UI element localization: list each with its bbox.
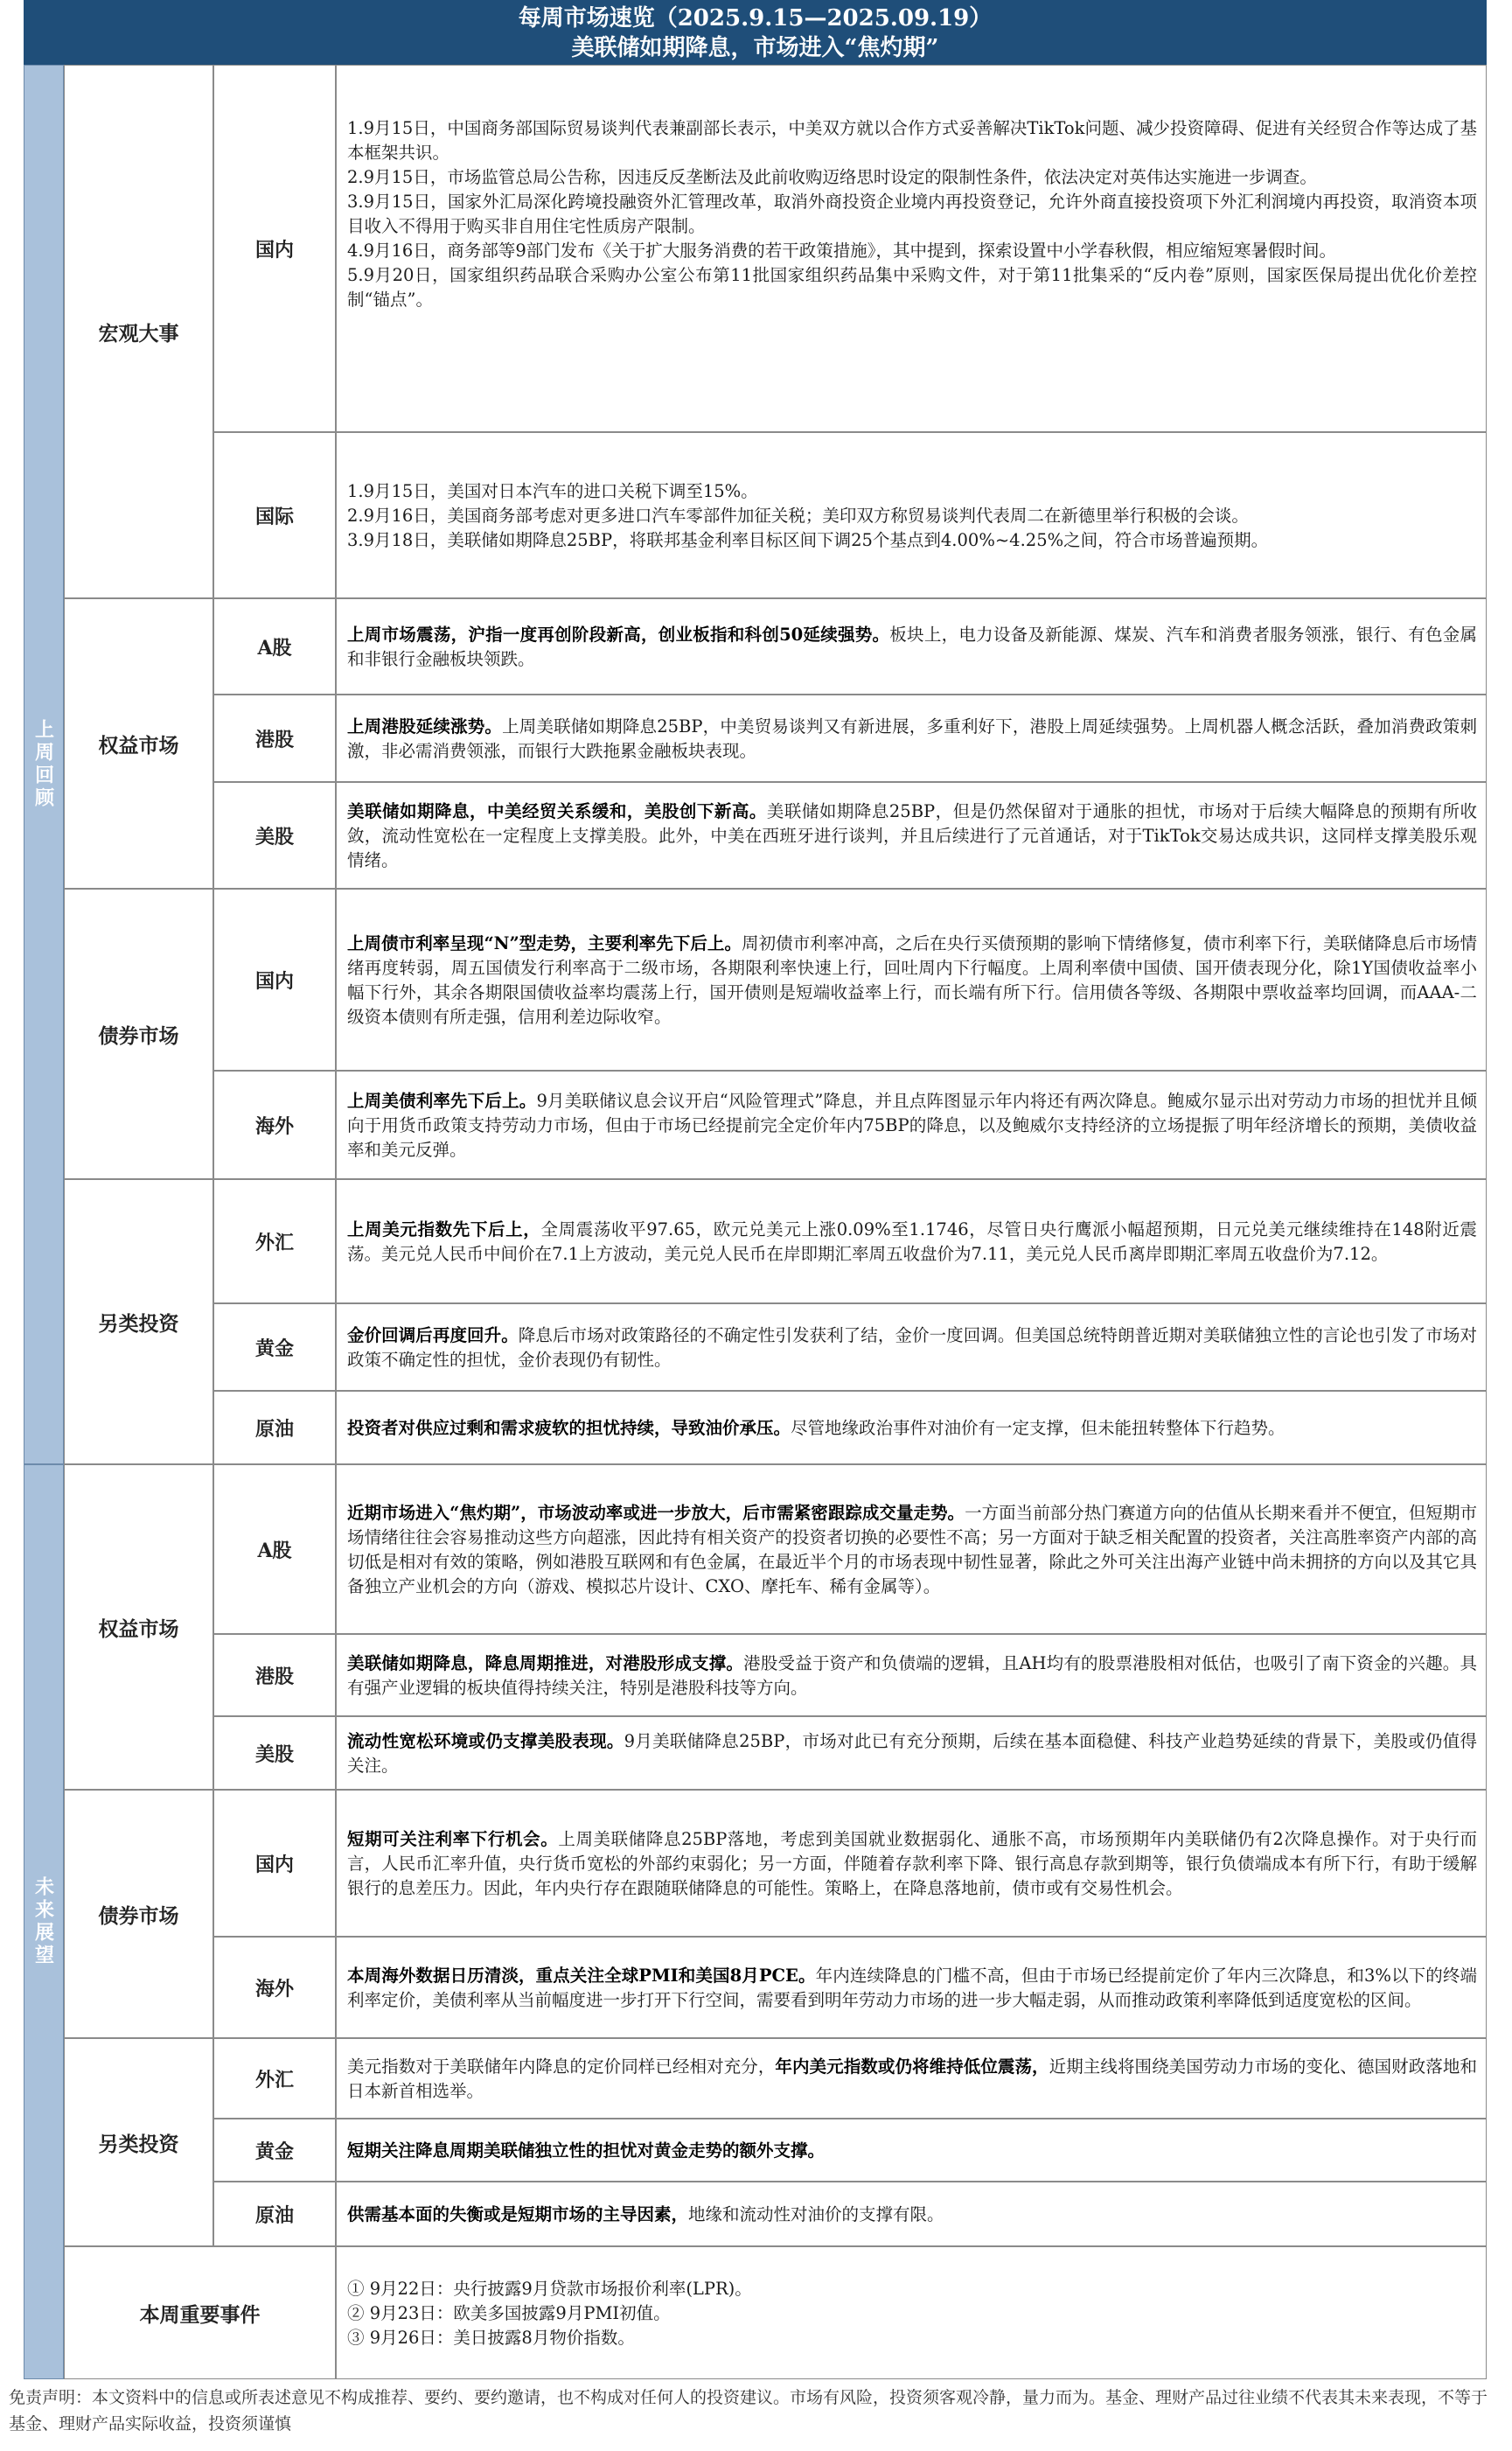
bond-os-label: 海外 bbox=[254, 1114, 294, 1138]
events-label-cell bbox=[64, 2246, 336, 2379]
outlook-oil-label: 原油 bbox=[254, 2203, 294, 2227]
equity-hk-label-cell bbox=[213, 695, 336, 782]
event-item: ③ 9月26日：美日披露8月物价指数。 bbox=[347, 2328, 635, 2348]
alt-oil-text: 尽管地缘政治事件对油价有一定支撑，但未能扭转整体下行趋势。 bbox=[791, 1418, 1286, 1438]
outlook-us-label: 美股 bbox=[254, 1742, 294, 1766]
outlook-a-text: 一方面当前部分热门赛道方向的估值从长期来看并不便宜，但短期市场情绪往往会容易推动这些方向超涨，因此持有相关资产的投资者切换的必要性不高；另一方面对于缺乏相关配置的投资者，关注高胜率资产内部的高切低是相对有效的策略，例如港股互联网和有色金属，在最近半个月的市场表现中韧性显著，除此之外可关注出海产业链中尚未拥挤的方向以及其它具备独立产业机会的方向（游戏、模拟芯片设计、CXO、摩托车、稀有金属等）。 bbox=[347, 1503, 1477, 1596]
market-weekly-sheet bbox=[24, 0, 1487, 2379]
bond-os-content bbox=[336, 1071, 1487, 1179]
equity-us-label-cell bbox=[213, 782, 336, 889]
alt-oil-headline: 投资者对供应过剩和需求疲软的担忧持续，导致油价承压。 bbox=[347, 1418, 791, 1438]
review-band-label: 上周回顾 bbox=[31, 719, 55, 810]
outlook-fx-intro: 美元指数对于美联储年内降息的定价同样已经相对充分， bbox=[347, 2056, 776, 2077]
events-content bbox=[336, 2246, 1487, 2379]
alt-fx-headline: 上周美元指数先下后上， bbox=[347, 1219, 541, 1239]
outlook-gold-headline: 短期关注降息周期美联储独立性的担忧对黄金走势的额外支撑。 bbox=[347, 2140, 826, 2161]
equity-hk-content bbox=[336, 695, 1487, 782]
outlook-band bbox=[24, 1464, 64, 2379]
macro-domestic-label-cell bbox=[213, 65, 336, 432]
outlook-bond-os-label: 海外 bbox=[254, 1977, 294, 2001]
bond-review-label: 债券市场 bbox=[98, 1023, 179, 1048]
outlook-band-label: 未来展望 bbox=[31, 1876, 55, 1967]
alt-gold-label: 黄金 bbox=[254, 1337, 294, 1360]
alt-outlook-label: 另类投资 bbox=[98, 2132, 179, 2156]
title-bar bbox=[24, 0, 1487, 65]
outlook-oil-headline: 供需基本面的失衡或是短期市场的主导因素， bbox=[347, 2204, 689, 2224]
outlook-oil-content bbox=[336, 2182, 1487, 2246]
outlook-bond-cn-text: 上周美联储降息25BP落地，考虑到美国就业数据弱化、通胀不高，市场预期年内美联储仍有2次降息操作。对于央行而言，人民币汇率升值，央行货币宽松的外部约束弱化；另一方面，伴随着存款利率下降、银行高息存款到期等，银行负债端成本有所下行，有助于缓解银行的息差压力。因此，年内央行存在跟随联储降息的可能性。策略上，在降息落地前，债市或有交易性机会。 bbox=[347, 1829, 1477, 1898]
equity-a-content bbox=[336, 598, 1487, 695]
outlook-bond-cn-label-cell bbox=[213, 1790, 336, 1937]
macro-intl-item: 2.9月16日，美国商务部考虑对更多进口汽车零部件加征关税；美印双方称贸易谈判代表周二在新德里举行积极的会谈。 bbox=[347, 506, 1249, 526]
outlook-bond-os-text: 年内连续降息的门槛不高，但由于市场已经提前定价了年内三次降息，和3%以下的终端利率定价，美债利率从当前幅度进一步打开下行空间，需要看到明年劳动力市场的进一步大幅走弱，从而推动政策利率降低到适度宽松的区间。 bbox=[347, 1966, 1477, 2010]
bond-cn-label-cell bbox=[213, 889, 336, 1071]
report-title: 每周市场速览（2025.9.15—2025.09.19） bbox=[518, 5, 993, 31]
bond-os-label-cell bbox=[213, 1071, 336, 1179]
bond-cn-headline: 上周债市利率呈现“N”型走势，主要利率先下后上。 bbox=[347, 933, 742, 953]
alt-oil-label: 原油 bbox=[254, 1417, 294, 1441]
outlook-oil-text: 地缘和流动性对油价的支撑有限。 bbox=[688, 2204, 944, 2224]
alt-fx-label-cell bbox=[213, 1179, 336, 1303]
outlook-hk-text: 港股受益于资产和负债端的逻辑，且AH均有的股票港股相对低估，也吸引了南下资金的兴趣。具有强产业逻辑的板块值得持续关注，特别是港股科技等方向。 bbox=[347, 1653, 1477, 1698]
outlook-bond-os-label-cell bbox=[213, 1937, 336, 2038]
outlook-a-label: A股 bbox=[257, 1539, 292, 1562]
macro-domestic-item: 2.9月15日，市场监管总局公告称，因违反反垄断法及此前收购迈络思时设定的限制性条件，依法决定对英伟达实施进一步调查。 bbox=[347, 167, 1317, 187]
equity-hk-label: 港股 bbox=[254, 728, 294, 751]
alt-gold-text: 降息后市场对政策路径的不确定性引发获利了结，金价一度回调。但美国总统特朗普近期对美联储独立性的言论也引发了市场对政策不确定性的担忧，金价表现仍有韧性。 bbox=[347, 1325, 1477, 1370]
event-item: ① 9月22日：央行披露9月贷款市场报价利率(LPR)。 bbox=[347, 2279, 752, 2299]
alt-review-category bbox=[64, 1179, 213, 1464]
equity-a-headline: 上周市场震荡，沪指一度再创阶段新高，创业板指和科创50延续强势。 bbox=[347, 625, 890, 645]
alt-review-label: 另类投资 bbox=[98, 1311, 179, 1336]
bond-outlook-label: 债券市场 bbox=[98, 1903, 179, 1928]
macro-domestic-item: 5.9月20日，国家组织药品联合采购办公室公布第11批国家组织药品集中采购文件，对于第11批集采的“反内卷”原则，国家医保局提出优化价差控制“锚点”。 bbox=[347, 265, 1477, 310]
bond-review-category bbox=[64, 889, 213, 1179]
alt-gold-headline: 金价回调后再度回升。 bbox=[347, 1325, 519, 1345]
macro-domestic-content bbox=[336, 65, 1487, 432]
report-subtitle: 美联储如期降息，市场进入“焦灼期” bbox=[571, 35, 939, 61]
bond-cn-content bbox=[336, 889, 1487, 1071]
alt-fx-text: 全周震荡收平97.65，欧元兑美元上涨0.09%至1.1746，尽管日央行鹰派小幅超预期，日元兑美元继续维持在148附近震荡。美元兑人民币中间价在7.1上方波动，美元兑人民币在岸即期汇率周五收盘价为7.11，美元兑人民币离岸即期汇率周五收盘价为7.12。 bbox=[347, 1219, 1477, 1264]
outlook-gold-label: 黄金 bbox=[254, 2140, 294, 2163]
outlook-bond-os-headline: 本周海外数据日历清淡，重点关注全球PMI和美国8月PCE。 bbox=[347, 1966, 816, 1986]
equity-outlook-category bbox=[64, 1464, 213, 1790]
outlook-bond-os-content bbox=[336, 1937, 1487, 2038]
bond-cn-text: 周初债市利率冲高，之后在央行买债预期的影响下情绪修复，债市利率下行，美联储降息后市场情绪再度转弱，周五国债发行利率高于二级市场，各期限利率快速上行，回吐周内下行幅度。上周利率债中国债、国开债表现分化，除1Y国债收益率小幅下行外，其余各期限国债收益率均震荡上行，国开债则是短端收益率上行，而长端有所下行。信用债各等级、各期限中票收益率均回调，而AAA-二级资本债则有所走强，信用利差边际收窄。 bbox=[347, 933, 1477, 1027]
bond-os-text: 9月美联储议息会议开启“风险管理式”降息，并且点阵图显示年内将还有两次降息。鲍威尔显示出对劳动力市场的担忧并且倾向于用货币政策支持劳动力市场，但由于市场已经提前完全定价年内75BP的降息，以及鲍威尔支持经济的立场提振了明年经济增长的预期，美债收益率和美元反弹。 bbox=[347, 1091, 1477, 1160]
equity-us-headline: 美联储如期降息，中美经贸关系缓和，美股创下新高。 bbox=[347, 801, 767, 821]
macro-intl-label: 国际 bbox=[254, 505, 294, 528]
alt-fx-label: 外汇 bbox=[254, 1231, 294, 1254]
macro-label: 宏观大事 bbox=[98, 321, 179, 346]
outlook-bond-cn-content bbox=[336, 1790, 1487, 1937]
macro-intl-item: 1.9月15日，美国对日本汽车的进口关税下调至15%。 bbox=[347, 481, 758, 501]
outlook-gold-content bbox=[336, 2119, 1487, 2182]
outlook-fx-content bbox=[336, 2038, 1487, 2119]
bond-os-headline: 上周美债利率先下后上。 bbox=[347, 1091, 537, 1111]
equity-outlook-label: 权益市场 bbox=[98, 1617, 179, 1641]
equity-review-category bbox=[64, 598, 213, 889]
outlook-us-text: 9月美联储降息25BP，市场对此已有充分预期，后续在基本面稳健、科技产业趋势延续的背景下，美股或仍值得关注。 bbox=[347, 1731, 1477, 1776]
equity-review-label: 权益市场 bbox=[98, 733, 179, 758]
equity-us-content bbox=[336, 782, 1487, 889]
outlook-us-label-cell bbox=[213, 1716, 336, 1790]
outlook-bond-cn-label: 国内 bbox=[254, 1853, 294, 1876]
macro-category bbox=[64, 65, 213, 598]
macro-domestic-item: 3.9月15日，国家外汇局深化跨境投融资外汇管理改革，取消外商投资企业境内再投资登记，允许外商直接投资项下外汇利润境内再投资，取消资本项目收入不得用于购买非自用住宅性质房产限制。 bbox=[347, 192, 1477, 236]
outlook-fx-headline: 年内美元指数或仍将维持低位震荡， bbox=[775, 2056, 1049, 2077]
outlook-hk-content bbox=[336, 1634, 1487, 1716]
macro-domestic-item: 4.9月16日，商务部等9部门发布《关于扩大服务消费的若干政策措施》，其中提到，探索设置中小学春秋假，相应缩短寒暑假时间。 bbox=[347, 241, 1336, 261]
bond-outlook-category bbox=[64, 1790, 213, 2038]
outlook-hk-label-cell bbox=[213, 1634, 336, 1716]
equity-us-text: 美联储如期降息25BP，但是仍然保留对于通胀的担忧，市场对于后续大幅降息的预期有所收敛，流动性宽松在一定程度上支撑美股。此外，中美在西班牙进行谈判，并且后续进行了元首通话，对于TikTok交易达成共识，这同样支撑美股乐观情绪。 bbox=[347, 801, 1477, 870]
outlook-us-headline: 流动性宽松环境或仍支撑美股表现。 bbox=[347, 1731, 624, 1751]
review-band bbox=[24, 65, 64, 1464]
outlook-gold-label-cell bbox=[213, 2119, 336, 2182]
alt-oil-label-cell bbox=[213, 1391, 336, 1464]
outlook-fx-text: 近期主线将围绕美国劳动力市场的变化、德国财政落地和日本新首相选举。 bbox=[347, 2056, 1477, 2101]
equity-a-text: 板块上，电力设备及新能源、煤炭、汽车和消费者服务领涨，银行、有色金属和非银行金融板块领跌。 bbox=[347, 625, 1477, 669]
macro-intl-label-cell bbox=[213, 432, 336, 598]
alt-gold-content bbox=[336, 1303, 1487, 1391]
event-item: ② 9月23日：欧美多国披露9月PMI初值。 bbox=[347, 2303, 671, 2323]
outlook-hk-headline: 美联储如期降息，降息周期推进，对港股形成支撑。 bbox=[347, 1653, 744, 1673]
outlook-us-content bbox=[336, 1716, 1487, 1790]
events-label: 本周重要事件 bbox=[139, 2302, 261, 2327]
macro-intl-item: 3.9月18日，美联储如期降息25BP，将联邦基金利率目标区间下调25个基点到4.00%~4.25%之间，符合市场普遍预期。 bbox=[347, 530, 1269, 550]
disclaimer: 免责声明：本文资料中的信息或所表述意见不构成推荐、要约、要约邀请，也不构成对任何人的投资建议。市场有风险，投资须客观冷静，量力而为。基金、理财产品过往业绩不代表其未来表现，不等于基金、理财产品实际收益，投资须谨慎 bbox=[9, 2388, 1488, 2434]
macro-domestic-item: 1.9月15日，中国商务部国际贸易谈判代表兼副部长表示，中美双方就以合作方式妥善解决TikTok问题、减少投资障碍、促进有关经贸合作等达成了基本框架共识。 bbox=[347, 118, 1477, 163]
equity-hk-headline: 上周港股延续涨势。 bbox=[347, 716, 503, 737]
outlook-bond-cn-headline: 短期可关注利率下行机会。 bbox=[347, 1829, 559, 1849]
outlook-oil-label-cell bbox=[213, 2182, 336, 2246]
macro-domestic-label: 国内 bbox=[254, 238, 294, 262]
outlook-hk-label: 港股 bbox=[254, 1665, 294, 1688]
bond-cn-label: 国内 bbox=[254, 969, 294, 993]
outlook-a-label-cell bbox=[213, 1464, 336, 1634]
outlook-fx-label-cell bbox=[213, 2038, 336, 2119]
outlook-a-content bbox=[336, 1464, 1487, 1634]
alt-oil-content bbox=[336, 1391, 1487, 1464]
alt-fx-content bbox=[336, 1179, 1487, 1303]
equity-us-label: 美股 bbox=[254, 825, 294, 848]
equity-a-label: A股 bbox=[257, 636, 292, 660]
equity-a-label-cell bbox=[213, 598, 336, 695]
equity-hk-text: 上周美联储如期降息25BP，中美贸易谈判又有新进展，多重利好下，港股上周延续强势。上周机器人概念活跃，叠加消费政策刺激，非必需消费领涨，而银行大跌拖累金融板块表现。 bbox=[347, 716, 1477, 761]
outlook-a-headline: 近期市场进入“焦灼期”，市场波动率或进一步放大，后市需紧密跟踪成交量走势。 bbox=[347, 1503, 965, 1523]
alt-outlook-category bbox=[64, 2038, 213, 2246]
alt-gold-label-cell bbox=[213, 1303, 336, 1391]
outlook-fx-label: 外汇 bbox=[254, 2068, 294, 2091]
macro-intl-content bbox=[336, 432, 1487, 598]
